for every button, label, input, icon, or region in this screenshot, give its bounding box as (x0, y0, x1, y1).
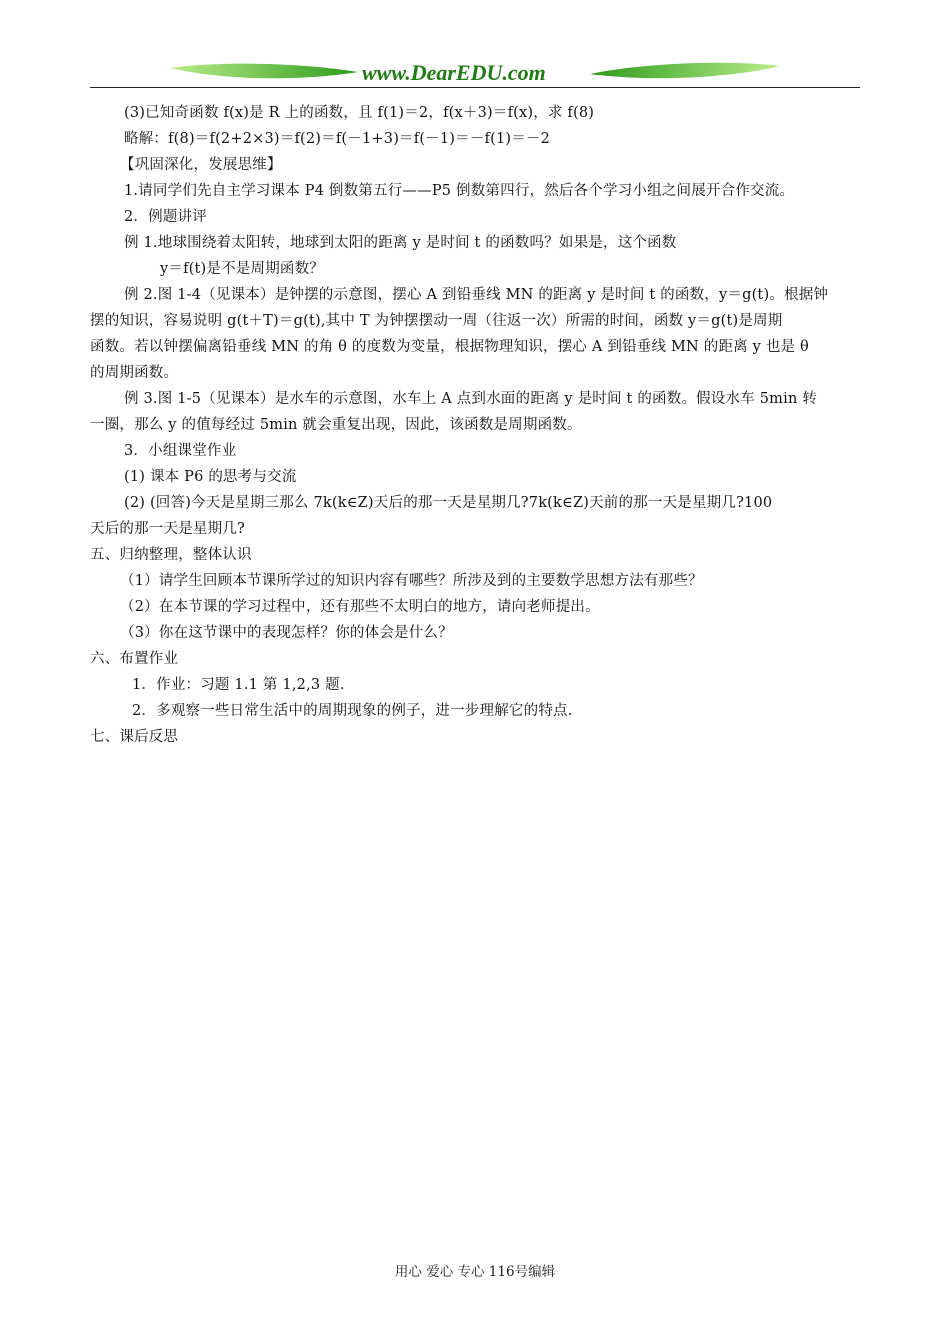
text-line: (3)已知奇函数 f(x)是 R 上的函数，且 f(1)＝2，f(x＋3)＝f(x)，求 f(8) (124, 105, 595, 121)
logo-text: www.DearEDU.com (362, 60, 546, 85)
text-line: 例 3.图 1-5（见课本）是水车的示意图，水车上 A 点到水面的距离 y 是时间 t 的函数。假设水车 5min 转 (124, 391, 818, 407)
page-footer: 用心 爱心 专心 116号编辑 (394, 1264, 556, 1280)
deaedu-logo (90, 58, 860, 88)
section-heading: 五、归纳整理，整体认识 (90, 547, 252, 563)
text-line: （3）你在这节课中的表现怎样？你的体会是什么？ (120, 625, 453, 641)
text-line: (1) 课本 P6 的思考与交流 (124, 469, 297, 485)
left-swoosh (170, 64, 358, 79)
text-line: 天后的那一天是星期几? (90, 521, 245, 537)
section-heading: 【巩固深化，发展思维】 (120, 157, 282, 173)
section-heading: 七、课后反思 (90, 729, 179, 745)
right-swoosh (590, 63, 780, 78)
text-line: 函数。若以钟摆偏离铅垂线 MN 的角 θ 的度数为变量，根据物理知识，摆心 A 到铅垂线 MN 的距离 y 也是 θ (90, 339, 809, 355)
text-line: 例 1.地球围绕着太阳转，地球到太阳的距离 y 是时间 t 的函数吗？如果是，这个函数 (124, 235, 677, 251)
text-line: 例 2.图 1-4（见课本）是钟摆的示意图，摆心 A 到铅垂线 MN 的距离 y 是时间 t 的函数，y＝g(t)。根据钟 (124, 287, 829, 303)
text-line: (2) (回答)今天是星期三那么 7k(k∈Z)天后的那一天是星期几?7k(k∈Z)天前的那一天是星期几?100 (124, 495, 773, 511)
text-line: 的周期函数。 (90, 365, 179, 381)
section-heading: 六、布置作业 (90, 651, 179, 667)
text-line: （1）请学生回顾本节课所学过的知识内容有哪些？所涉及到的主要数学思想方法有那些？ (120, 573, 703, 589)
text-line: （2）在本节课的学习过程中，还有那些不太明白的地方，请向老师提出。 (120, 599, 600, 615)
header-rule (90, 87, 860, 88)
text-line: 2．例题讲评 (124, 209, 207, 225)
text-line: 2．多观察一些日常生活中的周期现象的例子，进一步理解它的特点. (132, 703, 573, 719)
text-line: 1.请同学们先自主学习课本 P4 倒数第五行——P5 倒数第四行，然后各个学习小组之间展开合作交流。 (124, 183, 795, 199)
text-line: 3．小组课堂作业 (124, 443, 237, 459)
text-line: y＝f(t)是不是周期函数？ (160, 261, 324, 277)
text-line: 摆的知识，容易说明 g(t＋T)＝g(t),其中 T 为钟摆摆动一周（往返一次）所需的时间，函数 y＝g(t)是周期 (90, 313, 783, 329)
text-line: 1．作业：习题 1.1 第 1,2,3 题. (132, 677, 345, 693)
page-header (90, 58, 860, 90)
text-line: 一圈，那么 y 的值每经过 5min 就会重复出现，因此，该函数是周期函数。 (90, 417, 582, 433)
text-line: 略解：f(8)＝f(2+2×3)＝f(2)＝f(－1+3)＝f(－1)＝－f(1)＝－2 (124, 131, 551, 147)
